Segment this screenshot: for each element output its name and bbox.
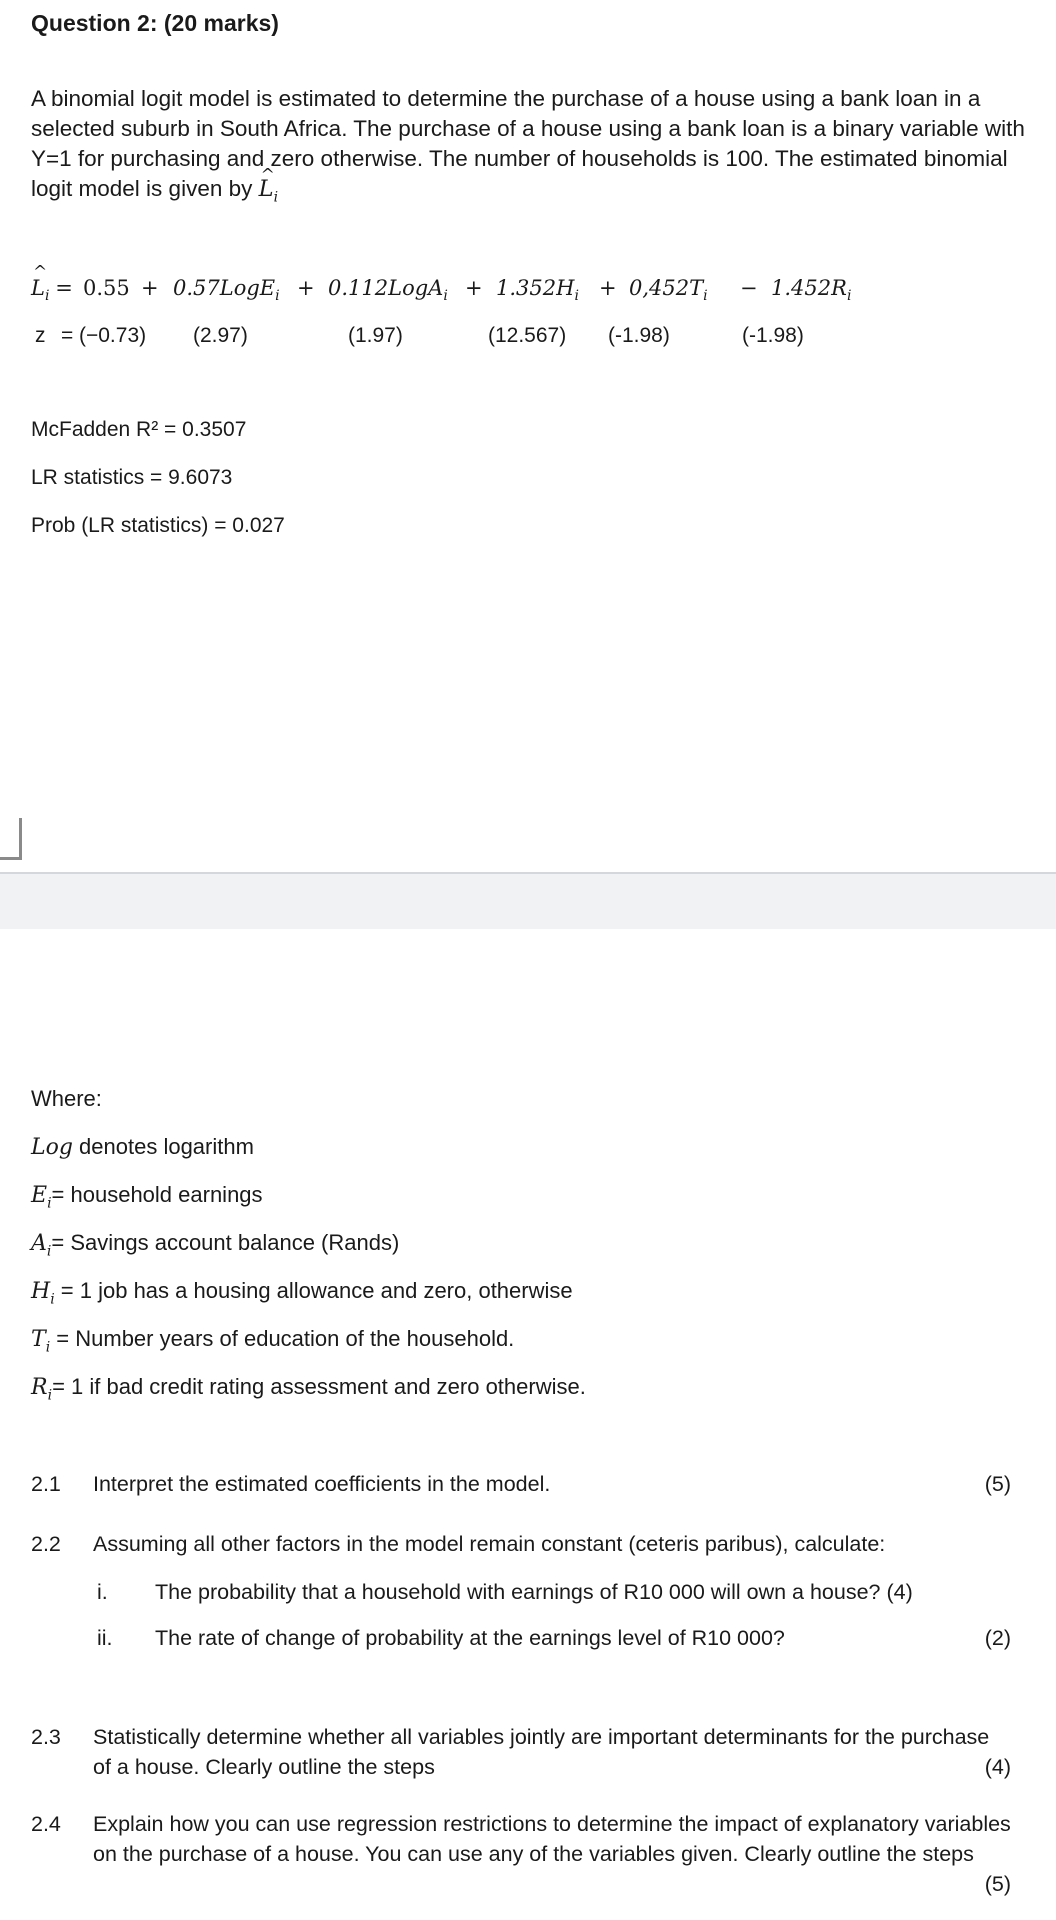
intro-text: A binomial logit model is estimated to determine the purchase of a house using a bank loan in a selected suburb in South Africa. The purchase of a house using a bank loan is a binary variable with Y=1 for purchasing and zero otherwise. The number of households is 100. The estimated binomial logit model is given by bbox=[31, 86, 1025, 201]
question-number: 2.4 bbox=[31, 1812, 61, 1836]
equation-term-savings: 0.112LogA$_i$ bbox=[328, 276, 448, 305]
mcfadden-r2: McFadden R² = 0.3507 bbox=[31, 418, 247, 441]
equation-term-education: $0,452T_i$ bbox=[629, 276, 708, 305]
subquestion-text: The rate of change of probability at the earnings level of R10 000? bbox=[155, 1626, 785, 1650]
page-break-band bbox=[0, 872, 1056, 929]
question-number: 2.1 bbox=[31, 1472, 61, 1496]
z-value: (-1.98) bbox=[608, 324, 670, 347]
definition-earnings: $E_i=$ household earnings bbox=[31, 1182, 263, 1212]
crop-mark bbox=[0, 818, 22, 860]
definition-education: $T_i$ = Number years of education of the household. bbox=[31, 1326, 515, 1356]
subquestion-number: i. bbox=[97, 1580, 108, 1604]
lr-probability: Prob (LR statistics) = 0.027 bbox=[31, 514, 285, 537]
question-marks: (2) bbox=[984, 1626, 1011, 1650]
question-heading: Question 2: (20 marks) bbox=[31, 10, 279, 36]
z-value: (-1.98) bbox=[742, 324, 804, 347]
equation-term-earnings: 0.57LogE$_i$ bbox=[173, 276, 280, 305]
equation-op-3: + bbox=[465, 276, 483, 300]
definition-log: Log denotes logarithm bbox=[31, 1134, 254, 1160]
question-marks: (5) bbox=[984, 1872, 1011, 1896]
equation-op-1: + bbox=[141, 276, 159, 300]
subquestion-text: The probability that a household with earnings of R10 000 will own a house? (4) bbox=[155, 1580, 913, 1604]
where-title: Where: bbox=[31, 1086, 102, 1111]
definition-credit: $R_i= 1$ if bad credit rating assessment and zero otherwise. bbox=[31, 1374, 586, 1404]
logit-equation bbox=[31, 276, 1031, 308]
intro-paragraph bbox=[31, 84, 1031, 213]
question-marks: (5) bbox=[984, 1472, 1011, 1496]
question-number: 2.3 bbox=[31, 1725, 61, 1749]
equation-term-credit: $1.452R_i$ bbox=[771, 276, 852, 305]
z-label: z bbox=[35, 324, 46, 347]
intro-symbol-subscript: i bbox=[273, 189, 279, 206]
question-text: Interpret the estimated coefficients in the model. bbox=[93, 1472, 551, 1496]
definition-savings: $A_i=$ Savings account balance (Rands) bbox=[31, 1230, 400, 1260]
z-value: (2.97) bbox=[193, 324, 248, 347]
subquestion-number: ii. bbox=[97, 1626, 113, 1650]
question-number: 2.2 bbox=[31, 1532, 61, 1556]
equation-op-2: + bbox=[297, 276, 315, 300]
z-value: (1.97) bbox=[348, 324, 403, 347]
question-text: Explain how you can use regression restrictions to determine the impact of explanatory variables on the purchase of a house. You can use any of the variables given. Clearly outline the steps bbox=[93, 1812, 1011, 1866]
equation-lhs: ^ L bbox=[31, 276, 45, 300]
equation-equals: = bbox=[55, 276, 73, 300]
z-equals: = bbox=[61, 324, 74, 347]
equation-op-5: − bbox=[740, 276, 758, 300]
question-text: Assuming all other factors in the model remain constant (ceteris paribus), calculate: bbox=[93, 1532, 886, 1556]
equation-lhs-sub: i bbox=[44, 288, 50, 305]
z-value: (−0.73) bbox=[79, 324, 147, 347]
intro-symbol: ^ L bbox=[259, 174, 274, 204]
definition-housing: $H_i = 1$ job has a housing allowance and zero, otherwise bbox=[31, 1278, 573, 1308]
lr-statistic: LR statistics = 9.6073 bbox=[31, 466, 233, 489]
equation-term-housing: $1.352H_i$ bbox=[496, 276, 579, 305]
z-value: (12.567) bbox=[488, 324, 567, 347]
question-marks: (4) bbox=[984, 1755, 1011, 1779]
equation-op-4: + bbox=[599, 276, 617, 300]
question-text: Statistically determine whether all variables jointly are important determinants for the purchase of a house. Clearly outline the steps bbox=[93, 1725, 990, 1779]
z-statistics-row bbox=[31, 324, 1031, 356]
equation-term-intercept: 0.55 bbox=[83, 276, 130, 300]
